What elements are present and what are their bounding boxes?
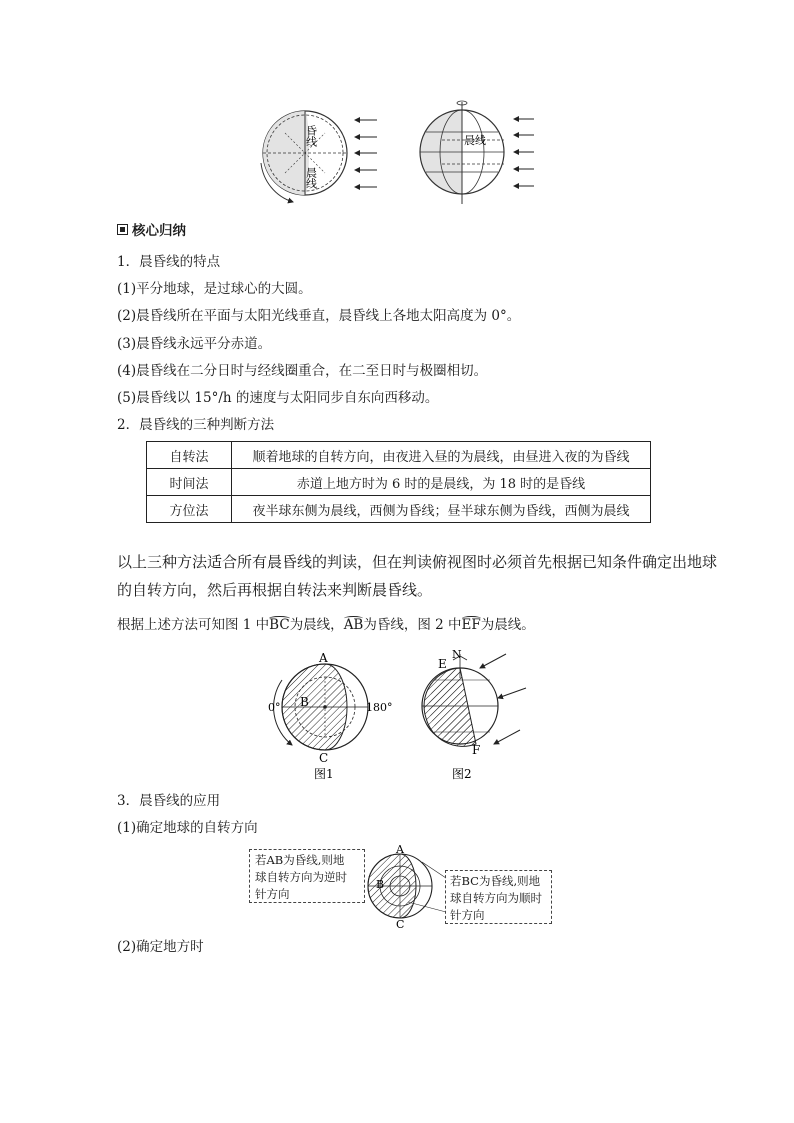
para2-text: 为晨线， (289, 617, 344, 633)
sec3-sub1: (1)确定地球的自转方向 (117, 820, 258, 836)
box-left-line: 针方向 (255, 887, 290, 901)
left-label-bottom: 晨线 (304, 167, 318, 189)
fig1-caption: 图1 (314, 767, 334, 781)
sec1-title: 1．晨昏线的特点 (117, 254, 221, 270)
arc-bc: BC (269, 617, 290, 633)
para2-text: 为昏线，图 2 中 (363, 617, 462, 633)
sec1-item: (5)晨昏线以 15°/h 的速度与太阳同步自东向西移动。 (117, 390, 439, 406)
arc-ef: EF (461, 617, 481, 633)
box-right-line: 针方向 (450, 908, 485, 922)
right-label: 晨线 (464, 134, 486, 147)
table-row (147, 442, 651, 469)
sec3-title: 3．晨昏线的应用 (117, 793, 221, 809)
methods-table (146, 441, 651, 523)
fig1-c: C (319, 751, 329, 765)
paragraph-2 (117, 615, 535, 635)
sec2-title: 2．晨昏线的三种判断方法 (117, 417, 275, 433)
figure-3 (362, 842, 452, 930)
sec1-item: (2)晨昏线所在平面与太阳光线垂直，晨昏线上各地太阳高度为 0°。 (117, 308, 521, 324)
sec3-sub2: (2)确定地方时 (117, 939, 204, 955)
fig2-n: N (452, 648, 462, 661)
left-label-top: 昏线 (304, 125, 318, 147)
paragraph-1-line-1: 以上三种方法适合所有晨昏线的判读，但在判读俯视图时必须首先根据已知条件确定出地球 (117, 553, 718, 571)
sec1-item: (1)平分地球，是过球心的大圆。 (117, 281, 312, 297)
top-figure-left (255, 105, 380, 210)
figure-2 (420, 648, 532, 786)
table-row (147, 496, 651, 523)
method-cell: 自转法 (147, 442, 232, 469)
para2-text: 根据上述方法可知图 1 中 (117, 617, 270, 633)
section-heading-text: 核心归纳 (132, 223, 186, 239)
box-left-line: 球自转方向为逆时 (255, 870, 347, 884)
arc-ab: AB (343, 617, 364, 633)
table-row (147, 469, 651, 496)
para2-text: 为晨线。 (480, 617, 535, 633)
note-box-right (445, 870, 552, 924)
method-cell: 时间法 (147, 469, 232, 496)
fig1-left-label: 0° (268, 701, 281, 714)
note-box-left (249, 849, 365, 903)
desc-cell: 赤道上地方时为 6 时的是晨线，为 18 时的是昏线 (232, 469, 651, 496)
square-icon (117, 224, 128, 235)
paragraph-1-line-2: 的自转方向，然后再根据自转法来判断晨昏线。 (117, 581, 433, 599)
desc-cell: 夜半球东侧为晨线，西侧为昏线；昼半球东侧为昏线，西侧为晨线 (232, 496, 651, 523)
fig2-caption: 图2 (452, 767, 472, 781)
fig1-a: A (319, 651, 328, 665)
top-figure-right (414, 98, 544, 206)
fig3-a: A (396, 843, 404, 856)
method-cell: 方位法 (147, 496, 232, 523)
sec1-item: (3)晨昏线永远平分赤道。 (117, 336, 272, 352)
fig2-e: E (438, 657, 447, 671)
fig2-f: F (472, 743, 481, 757)
sec1-item: (4)晨昏线在二分日时与经线圈重合，在二至日时与极圈相切。 (117, 363, 488, 379)
section-heading (117, 219, 186, 239)
box-right-line: 若BC为昏线,则地 (450, 874, 541, 888)
fig1-b: B (300, 695, 309, 709)
box-right-line: 球自转方向为顺时 (450, 891, 542, 905)
desc-cell: 顺着地球的自转方向，由夜进入昼的为晨线，由昼进入夜的为昏线 (232, 442, 651, 469)
fig3-b: B (376, 878, 385, 891)
fig3-c: C (396, 918, 405, 930)
fig1-right-label: 180° (366, 701, 393, 714)
figure-1 (262, 650, 402, 785)
box-left-line: 若AB为昏线,则地 (255, 853, 345, 867)
